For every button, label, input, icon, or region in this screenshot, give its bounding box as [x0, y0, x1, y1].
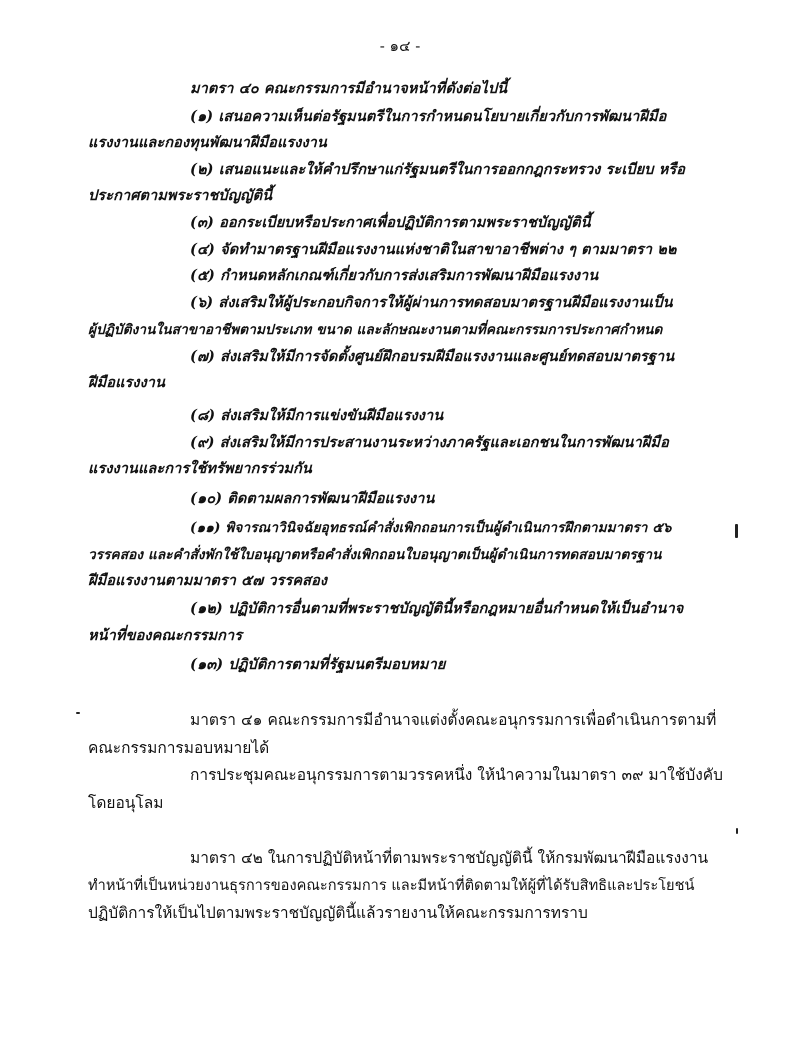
- clause-11-line-1: (๑๑) พิจารณาวินิจฉัยอุทธรณ์คำสั่งเพิกถอนการเป็นผู้ดำเนินการฝึกตามมาตรา ๕๖: [190, 520, 672, 536]
- clause-6-line-2: ผู้ปฏิบัติงานในสาขาอาชีพตามประเภท ขนาด และลักษณะงานตามที่คณะกรรมการประกาศกำหนด: [88, 322, 663, 338]
- clause-8: (๘) ส่งเสริมให้มีการแข่งขันฝีมือแรงงาน: [190, 407, 444, 424]
- clause-11-line-2: วรรคสอง และคำสั่งพักใช้ใบอนุญาตหรือคำสั่งเพิกถอนใบอนุญาตเป็นผู้ดำเนินการทดสอบมาตรฐาน: [88, 547, 662, 563]
- clause-12-line-2: หน้าที่ของคณะกรรมการ: [88, 627, 243, 644]
- section-41-line-2: คณะกรรมการมอบหมายได้: [88, 739, 270, 757]
- section-42-line-2: ทำหน้าที่เป็นหน่วยงานธุรการของคณะกรรมการ และมีหน้าที่ติดตามให้ผู้ที่ได้รับสิทธิและประโยชน์: [88, 877, 695, 894]
- scan-mark-right: [735, 524, 738, 538]
- clause-9-line-1: (๙) ส่งเสริมให้มีการประสานงานระหว่างภาครัฐและเอกชนในการพัฒนาฝีมือ: [190, 434, 669, 451]
- section-40-heading: มาตรา ๔๐ คณะกรรมการมีอำนาจหน้าที่ดังต่อไปนี้: [190, 80, 508, 97]
- clause-1-line-2: แรงงานและกองทุนพัฒนาฝีมือแรงงาน: [88, 134, 327, 151]
- scan-mark-right-small: [736, 828, 738, 834]
- clause-9-line-2: แรงงานและการใช้ทรัพยากรร่วมกัน: [88, 460, 312, 477]
- clause-2-line-2: ประกาศตามพระราชบัญญัตินี้: [88, 187, 273, 204]
- clause-1-line-1: (๑) เสนอความเห็นต่อรัฐมนตรีในการกำหนดนโยบายเกี่ยวกับการพัฒนาฝีมือ: [190, 108, 667, 125]
- clause-7-line-2: ฝีมือแรงงาน: [88, 374, 166, 391]
- clause-7-line-1: (๗) ส่งเสริมให้มีการจัดตั้งศูนย์ฝึกอบรมฝีมือแรงงานและศูนย์ทดสอบมาตรฐาน: [190, 348, 675, 365]
- section-41-line-4: โดยอนุโลม: [88, 794, 164, 812]
- scan-mark-left: [76, 712, 80, 714]
- clause-6-line-1: (๖) ส่งเสริมให้ผู้ประกอบกิจการให้ผู้ผ่านการทดสอบมาตรฐานฝีมือแรงงานเป็น: [190, 294, 673, 311]
- clause-11-line-3: ฝีมือแรงงานตามมาตรา ๕๗ วรรคสอง: [88, 572, 328, 589]
- section-41-line-3: การประชุมคณะอนุกรรมการตามวรรคหนึ่ง ให้นำความในมาตรา ๓๙ มาใช้บังคับ: [190, 766, 723, 784]
- clause-10: (๑๐) ติดตามผลการพัฒนาฝีมือแรงงาน: [190, 490, 435, 507]
- clause-12-line-1: (๑๒) ปฏิบัติการอื่นตามที่พระราชบัญญัตินี้หรือกฎหมายอื่นกำหนดให้เป็นอำนาจ: [190, 600, 684, 617]
- clause-4: (๔) จัดทำมาตรฐานฝีมือแรงงานแห่งชาติในสาขาอาชีพต่าง ๆ ตามมาตรา ๒๒: [190, 241, 677, 258]
- section-41-line-1: มาตรา ๔๑ คณะกรรมการมีอำนาจแต่งตั้งคณะอนุกรรมการเพื่อดำเนินการตามที่: [190, 711, 717, 729]
- clause-3: (๓) ออกระเบียบหรือประกาศเพื่อปฏิบัติการตามพระราชบัญญัตินี้: [190, 214, 591, 231]
- section-42-line-3: ปฏิบัติการให้เป็นไปตามพระราชบัญญัตินี้แล้วรายงานให้คณะกรรมการทราบ: [88, 904, 588, 922]
- clause-5: (๕) กำหนดหลักเกณฑ์เกี่ยวกับการส่งเสริมการพัฒนาฝีมือแรงงาน: [190, 267, 599, 284]
- page-number: - ๑๔ -: [379, 37, 421, 55]
- clause-13: (๑๓) ปฏิบัติการตามที่รัฐมนตรีมอบหมาย: [190, 656, 446, 673]
- clause-2-line-1: (๒) เสนอแนะและให้คำปรึกษาแก่รัฐมนตรีในการออกกฎกระทรวง ระเบียบ หรือ: [190, 161, 686, 178]
- section-42-line-1: มาตรา ๔๒ ในการปฏิบัติหน้าที่ตามพระราชบัญญัตินี้ ให้กรมพัฒนาฝีมือแรงงาน: [190, 849, 709, 867]
